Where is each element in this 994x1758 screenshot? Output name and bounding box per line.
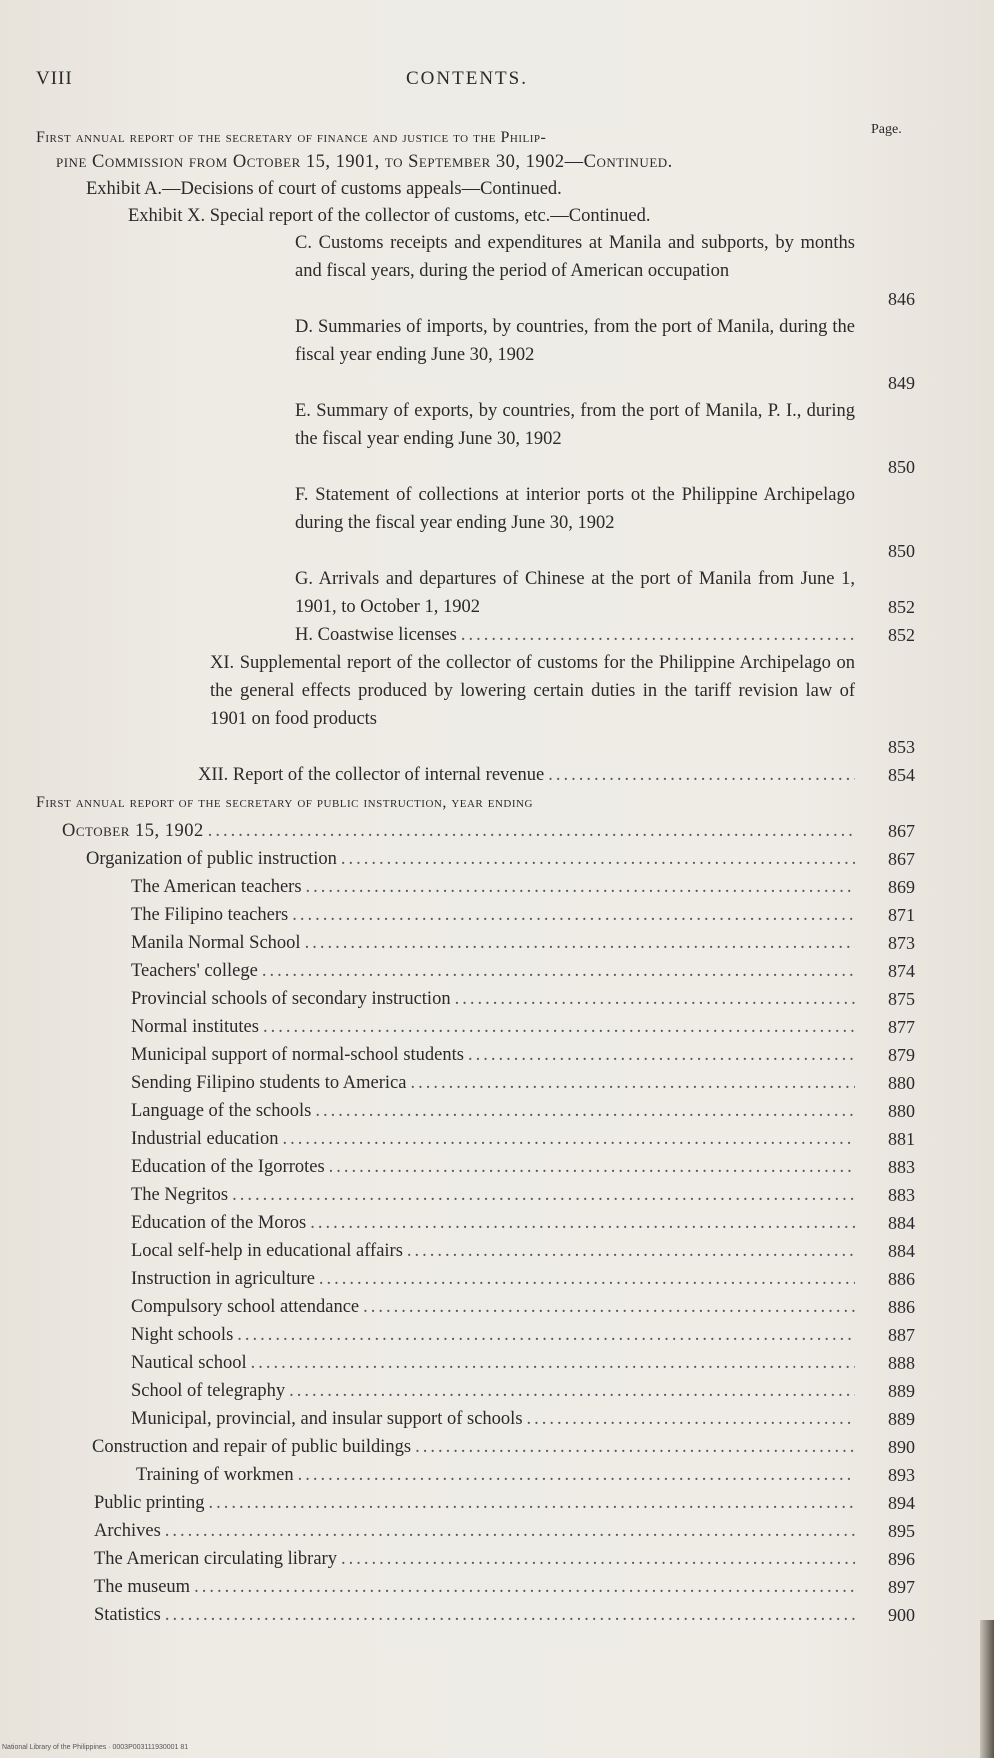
instruction-report-title-line2: October 15, 1902 ..... (62, 817, 855, 845)
toc-entry: Industrial education ..... (131, 1125, 855, 1153)
page-ref: 854 (888, 765, 915, 785)
leader-dots (461, 621, 855, 649)
page-ref: 880 (888, 1101, 915, 1121)
book-spine-edge (980, 1620, 994, 1758)
page-ref: 886 (888, 1269, 915, 1289)
leader-dots (468, 1041, 855, 1069)
page-ref: 893 (888, 1465, 915, 1485)
toc-entry: School of telegraphy ..... (131, 1377, 855, 1405)
page-ref: 890 (888, 1437, 915, 1457)
page-ref: 869 (888, 877, 915, 897)
toc-entry: Education of the Moros ..... (131, 1209, 855, 1237)
page-title: CONTENTS. (406, 68, 528, 89)
exhibit-xi: XI. Supplemental report of the collector of customs for the Philippine Archipelago on the general effects produced by lowering certain duties in the tariff revision law of 1901 on food products (210, 653, 855, 729)
toc-entry: Compulsory school attendance ..... (131, 1293, 855, 1321)
exhibit-x-item-c: C. Customs receipts and expenditures at Manila and subports, by months and fiscal years, during the period of American occupation (295, 233, 855, 281)
toc-entry: Language of the schools ..... (131, 1097, 855, 1125)
leader-dots (208, 817, 855, 845)
leader-dots (305, 929, 855, 957)
finance-report-title-line2: pine Commission from October 15, 1901, to September 30, 1902—Continued. (56, 152, 673, 172)
leader-dots (341, 1545, 855, 1573)
instruction-report-title-line1: First annual report of the secretary of public instruction, year ending (36, 794, 533, 811)
toc-entry: Instruction in agriculture ..... (131, 1265, 855, 1293)
exhibit-xii: XII. Report of the collector of internal revenue ..... (198, 761, 855, 789)
page-ref: 881 (888, 1129, 915, 1149)
page-ref: 889 (888, 1381, 915, 1401)
toc-entry: Night schools ..... (131, 1321, 855, 1349)
leader-dots (315, 1097, 855, 1125)
exhibit-a: Exhibit A.—Decisions of court of customs appeals—Continued. (86, 179, 562, 199)
toc-entry: Education of the Igorrotes ..... (131, 1153, 855, 1181)
exhibit-x-item-d: D. Summaries of imports, by countries, from the port of Manila, during the fiscal year ending June 30, 1902 (295, 317, 855, 365)
page-ref: 871 (888, 905, 915, 925)
toc-entry: Construction and repair of public buildings ..... (92, 1433, 855, 1461)
leader-dots (262, 957, 855, 985)
toc-entry: Manila Normal School ..... (131, 929, 855, 957)
leader-dots (415, 1433, 855, 1461)
page-ref: 873 (888, 933, 915, 953)
toc-entry: The American teachers ..... (131, 873, 855, 901)
page-ref: 883 (888, 1157, 915, 1177)
page-ref: 867 (888, 821, 915, 841)
leader-dots (194, 1573, 855, 1601)
page-ref: 895 (888, 1521, 915, 1541)
page-ref: 886 (888, 1297, 915, 1317)
leader-dots (289, 1377, 855, 1405)
exhibit-x: Exhibit X. Special report of the collector of customs, etc.—Continued. (128, 206, 651, 226)
page-ref: 852 (888, 625, 915, 645)
page-ref: 852 (888, 597, 915, 617)
leader-dots (251, 1349, 855, 1377)
leader-dots (232, 1181, 855, 1209)
page-ref: 877 (888, 1017, 915, 1037)
toc-entry: Sending Filipino students to America ..... (131, 1069, 855, 1097)
page-ref: 850 (888, 457, 915, 477)
leader-dots (237, 1321, 855, 1349)
exhibit-x-item-g: G. Arrivals and departures of Chinese at the port of Manila from June 1, 1901, to October 1, 1902 (295, 569, 855, 617)
scan-footer: National Library of the Philippines · 0003P003111930001 81 (2, 1744, 189, 1751)
page-ref: 849 (888, 373, 915, 393)
page-ref: 853 (888, 737, 915, 757)
toc-entry: Teachers' college ..... (131, 957, 855, 985)
leader-dots (310, 1209, 855, 1237)
exhibit-x-item-f: F. Statement of collections at interior ports ot the Philippine Archipelago during the fiscal year ending June 30, 1902 (295, 485, 855, 533)
leader-dots (292, 901, 855, 929)
toc-entry: Local self-help in educational affairs ..... (131, 1237, 855, 1265)
leader-dots (282, 1125, 855, 1153)
toc-entry: The Negritos ..... (131, 1181, 855, 1209)
leader-dots (527, 1405, 855, 1433)
leader-dots (298, 1461, 855, 1489)
toc-entry: Archives ..... (94, 1517, 855, 1545)
toc-entry: Statistics ..... (94, 1601, 855, 1629)
toc-entry: The Filipino teachers ..... (131, 901, 855, 929)
page-ref: 867 (888, 849, 915, 869)
page-ref: 883 (888, 1185, 915, 1205)
exhibit-x-item-e: E. Summary of exports, by countries, from the port of Manila, P. I., during the fiscal year ending June 30, 1902 (295, 401, 855, 449)
page-header (36, 68, 924, 98)
leader-dots (363, 1293, 855, 1321)
leader-dots (209, 1489, 856, 1517)
page-number-roman: VIII (36, 68, 73, 89)
toc-entry: Organization of public instruction ..... (86, 845, 855, 873)
leader-dots (319, 1265, 855, 1293)
page-ref: 884 (888, 1241, 915, 1261)
toc-entry: The American circulating library ..... (94, 1545, 855, 1573)
leader-dots (329, 1153, 855, 1181)
toc-entry: Municipal, provincial, and insular support of schools ..... (131, 1405, 855, 1433)
leader-dots (165, 1601, 855, 1629)
leader-dots (263, 1013, 855, 1041)
toc-entry: Provincial schools of secondary instruction ..... (131, 985, 855, 1013)
toc-entry: The museum ..... (94, 1573, 855, 1601)
finance-report-title-line1: First annual report of the secretary of finance and justice to the Philip- (36, 129, 547, 146)
page-ref: 875 (888, 989, 915, 1009)
page-ref: 874 (888, 961, 915, 981)
leader-dots (341, 845, 855, 873)
toc-entry: Nautical school ..... (131, 1349, 855, 1377)
leader-dots (407, 1237, 855, 1265)
leader-dots (306, 873, 855, 901)
page-ref: 879 (888, 1045, 915, 1065)
exhibit-x-item-h: H. Coastwise licenses ..... (295, 621, 855, 649)
page-ref: 889 (888, 1409, 915, 1429)
page-column-label: Page. (871, 122, 902, 137)
toc-entry: Normal institutes ..... (131, 1013, 855, 1041)
leader-dots (548, 761, 855, 789)
page-ref: 900 (888, 1605, 915, 1625)
page-ref: 897 (888, 1577, 915, 1597)
page-ref: 894 (888, 1493, 915, 1513)
leader-dots (165, 1517, 855, 1545)
toc-entry: Training of workmen ..... (136, 1461, 855, 1489)
leader-dots (455, 985, 855, 1013)
page-ref: 887 (888, 1325, 915, 1345)
page-ref: 888 (888, 1353, 915, 1373)
page-ref: 896 (888, 1549, 915, 1569)
leader-dots (410, 1069, 855, 1097)
page-ref: 850 (888, 541, 915, 561)
page-ref: 884 (888, 1213, 915, 1233)
page-ref: 880 (888, 1073, 915, 1093)
toc-entry: Public printing ..... (94, 1489, 855, 1517)
page-ref: 846 (888, 289, 915, 309)
toc-entry: Municipal support of normal-school students ..... (131, 1041, 855, 1069)
